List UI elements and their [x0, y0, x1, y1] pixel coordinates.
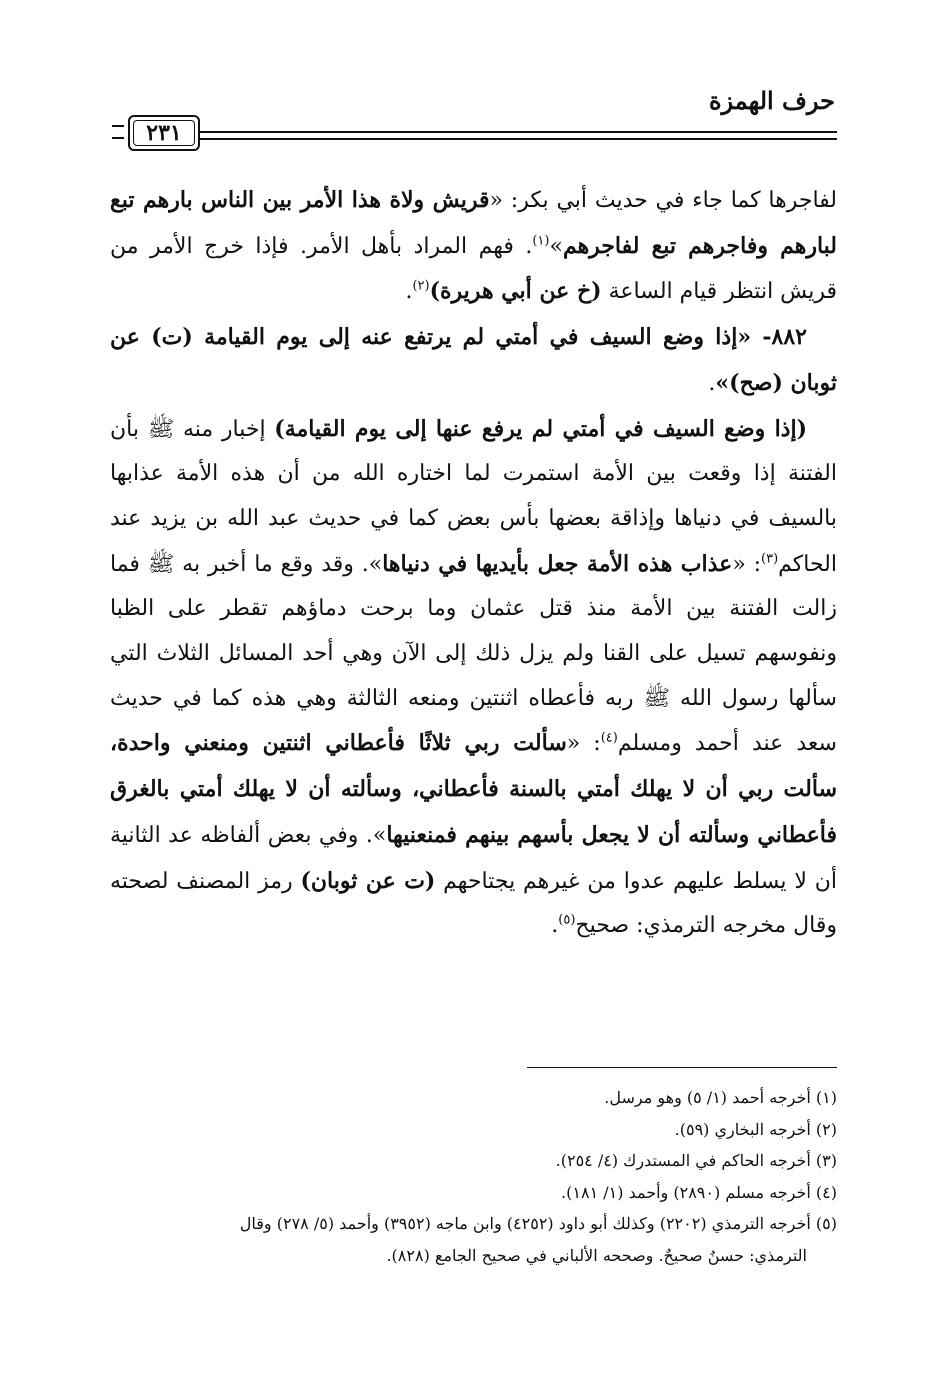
footnote-ref-3[interactable]: (٣)	[761, 551, 779, 567]
quote-punishment: عذاب هذه الأمة جعل بأيديها في دنياها	[382, 550, 733, 577]
commentary-paragraph: (إذا وضع السيف في أمتي لم يرفع عنها إلى يوم القيامة) إخبار منه ﷺ بأن الفتنة إذا وقعت بين الأمة استمرت لما اختاره الله من أن هذه الأمة عذابها بالسيف في دنياها وإذاقة بعضها بأس بعض كما في حديث عبد الله بن يزيد عند الحاكم$^{(٣)}$: «عذاب هذه الأمة جعل بأيديها في دنياها». وقد وقع ما أخبر به ﷺ فما زالت الفتنة بين الأمة منذ قتل عثمان وما برحت دماؤهم تقطر على الظبا ونفوسهم تسيل على القنا ولم يزل ذلك إلى الآن وهي أحد المسائل الثلاث التي سألها رسول الله ﷺ ربه فأعطاه اثنتين ومنعه الثالثة وهي هذه كما في حديث سعد عند أحمد ومسلم$^{(٤)}$: «سألت ربي ثلاثًا فأعطاني اثنتين ومنعني واحدة، سألت ربي أن لا يهلك أمتي بالسنة فأعطاني، وسألته أن لا يهلك أمتي بالغرق فأعطاني وسألته أن لا يجعل بأسهم بينهم فمنعنيها». وفي بعض ألفاظه عد الثانية أن لا يسلط عليهم عدوا من غيرهم يجتاحهم (ت عن ثوبان) رمز المصنف لصحته وقال مخرجه الترمذي: صحيح$^{(٥)}$.	[110, 415, 838, 939]
footnote-4: (٤) أخرجه مسلم (٢٨٩٠) وأحمد (١/ ١٨١).	[561, 1182, 837, 1202]
footnotes	[110, 1082, 837, 1271]
main-text	[110, 178, 837, 949]
footnote-1: (١) أخرجه أحمد (١/ ٥) وهو مرسل.	[604, 1088, 837, 1107]
footnote-5: (٥) أخرجه الترمذي (٢٢٠٢) وكذلك أبو داود (٤٢٥٢) وابن ماجه (٣٩٥٢) وأحمد (٥/ ٢٧٨) وقال	[239, 1214, 837, 1233]
paragraph-1: لفاجرها كما جاء في حديث أبي بكر: «قريش ولاة هذا الأمر بين الناس بارهم تبع لبارهم وفاجرهم تبع لفاجرهم»$^{(١)}$. فهم المراد بأهل الأمر. فإذا خرج الأمر من قريش انتظر قيام الساعة (خ عن أبي هريرة)$^{(٢)}$.	[110, 187, 838, 305]
quote-three-requests: سألت ربي ثلاثًا فأعطاني اثنتين ومنعني واحدة، سألت ربي أن لا يهلك أمتي بالسنة فأعطاني، وسألته أن لا يهلك أمتي بالغرق فأعطاني وسألته أن لا يجعل بأسهم بينهم فمنعنيها	[110, 730, 838, 848]
footnote-ref-2[interactable]: (٢)	[412, 279, 430, 295]
footnote-ref-4[interactable]: (٤)	[600, 731, 618, 747]
footnote-5-continued: الترمذي: حسنٌ صحيحٌ. وصححه الألباني في صحيح الجامع (٨٢٨).	[386, 1245, 807, 1265]
footnote-ref-1[interactable]: (١)	[532, 233, 550, 249]
page-number: ٢٣١	[128, 115, 200, 151]
hadith-heading: ٨٨٢- «إذا وضع السيف في أمتي لم يرتفع عنه إلى يوم القيامة (ت) عن ثوبان (صح)».	[110, 324, 837, 396]
hadith-882: ٨٨٢- «إذا وضع السيف في أمتي لم يرتفع عنه إلى يوم القيامة (ت) عن ثوبان (صح)»	[110, 324, 837, 396]
running-head: حرف الهمزة	[708, 86, 835, 115]
source-citation: (خ عن أبي هريرة)	[429, 278, 602, 305]
header-rule-end	[112, 125, 124, 139]
hadith-lemma: (إذا وضع السيف في أمتي لم يرفع عنها إلى يوم القيامة)	[274, 415, 807, 442]
quote-quraysh: قريش ولاة هذا الأمر بين الناس بارهم تبع لبارهم وفاجرهم تبع لفاجرهم	[110, 187, 838, 259]
footnote-3: (٣) أخرجه الحاكم في المستدرك (٤/ ٢٥٤).	[555, 1151, 837, 1170]
header-rule	[200, 131, 837, 140]
source-citation-thawban: (ت عن ثوبان)	[300, 867, 436, 894]
footnote-separator	[527, 1067, 837, 1068]
footnote-2: (٢) أخرجه البخاري (٥٩).	[674, 1119, 837, 1139]
footnote-ref-5[interactable]: (٥)	[558, 912, 576, 928]
